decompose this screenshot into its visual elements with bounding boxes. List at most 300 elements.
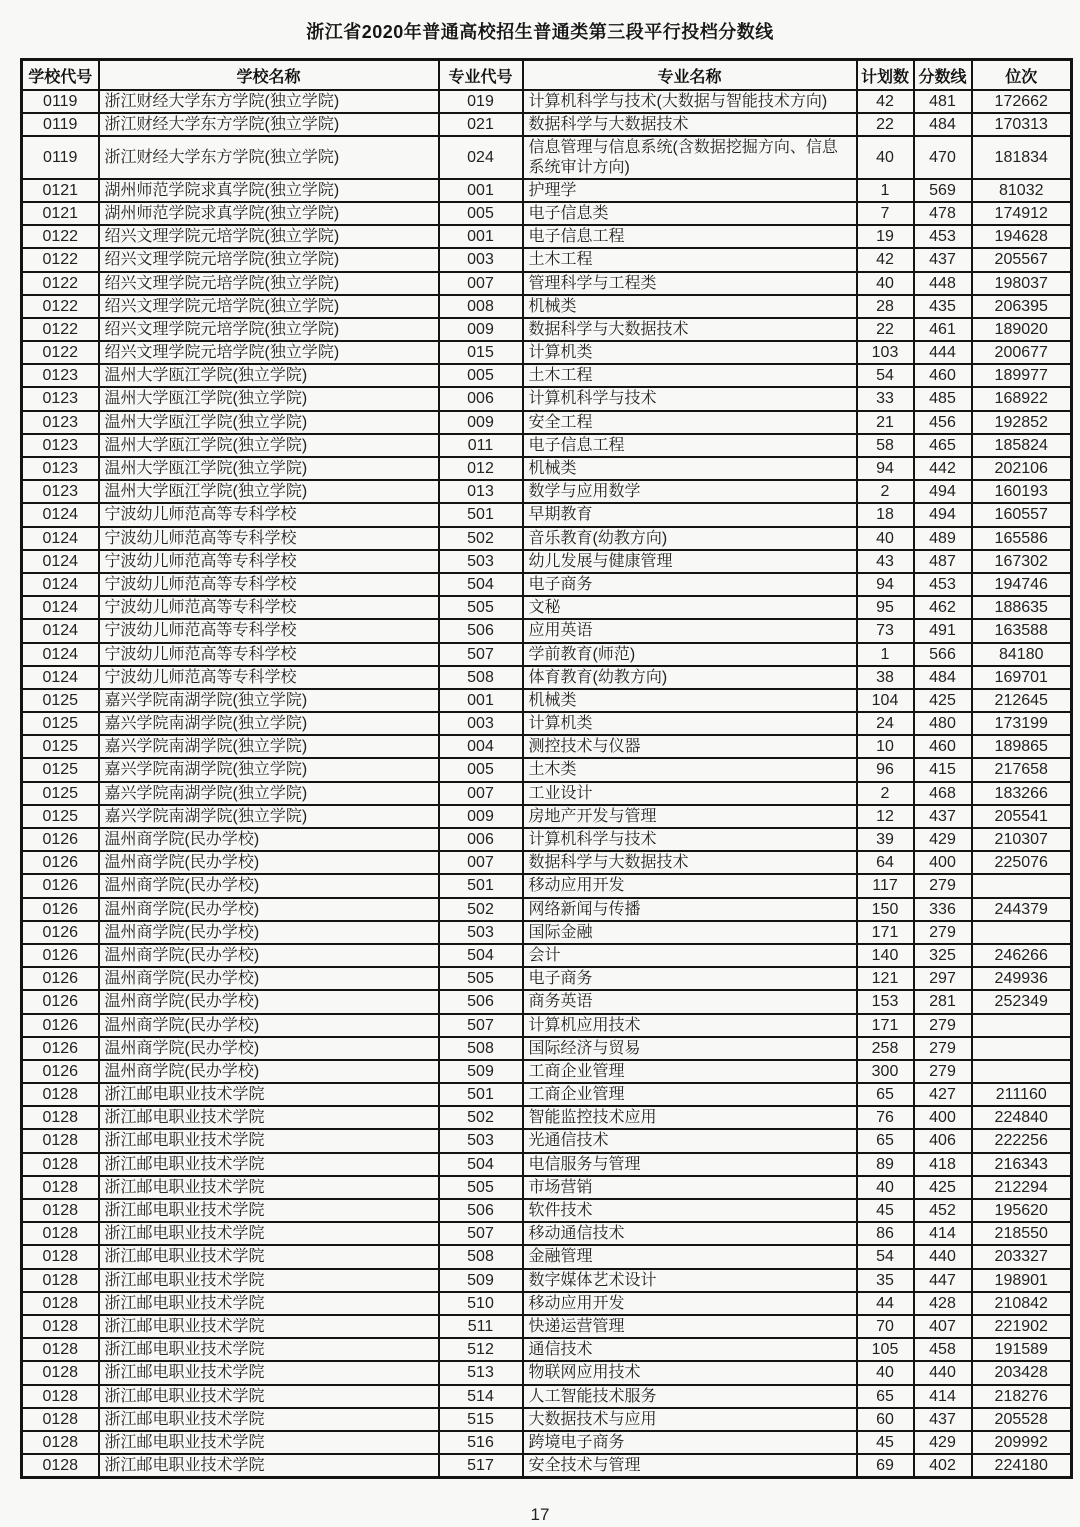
cell-school-name: 浙江邮电职业技术学院 <box>99 1361 439 1384</box>
table-row <box>22 1199 1072 1222</box>
cell-major-code: 024 <box>439 136 523 178</box>
cell-major-name: 计算机科学与技术 <box>523 387 857 410</box>
cell-school-code: 0128 <box>22 1106 99 1129</box>
cell-major-name: 移动通信技术 <box>523 1222 857 1245</box>
cell-plan-count: 150 <box>857 898 914 921</box>
cell-school-name: 嘉兴学院南湖学院(独立学院) <box>99 782 439 805</box>
cell-school-code: 0119 <box>22 136 99 178</box>
cell-plan-count: 104 <box>857 689 914 712</box>
cell-major-code: 501 <box>439 503 523 526</box>
cell-plan-count: 40 <box>857 527 914 550</box>
cell-school-code: 0128 <box>22 1083 99 1106</box>
cell-major-name: 测控技术与仪器 <box>523 735 857 758</box>
cell-plan-count: 54 <box>857 364 914 387</box>
cell-major-name: 计算机类 <box>523 341 857 364</box>
cell-school-code: 0124 <box>22 643 99 666</box>
cell-major-name: 文秘 <box>523 596 857 619</box>
cell-school-code: 0128 <box>22 1222 99 1245</box>
cell-plan-count: 1 <box>857 643 914 666</box>
cell-rank: 205541 <box>972 805 1072 828</box>
cell-score-line: 425 <box>914 689 972 712</box>
cell-plan-count: 69 <box>857 1454 914 1478</box>
table-row <box>22 1361 1072 1384</box>
cell-school-code: 0122 <box>22 272 99 295</box>
cell-plan-count: 45 <box>857 1431 914 1454</box>
cell-rank: 211160 <box>972 1083 1072 1106</box>
cell-score-line: 425 <box>914 1176 972 1199</box>
cell-rank <box>972 1060 1072 1083</box>
cell-school-code: 0125 <box>22 782 99 805</box>
table-row <box>22 90 1072 113</box>
cell-rank <box>972 874 1072 897</box>
cell-school-code: 0128 <box>22 1385 99 1408</box>
table-row <box>22 1408 1072 1431</box>
table-row <box>22 666 1072 689</box>
cell-school-code: 0122 <box>22 225 99 248</box>
cell-score-line: 458 <box>914 1338 972 1361</box>
table-row <box>22 689 1072 712</box>
cell-major-name: 软件技术 <box>523 1199 857 1222</box>
cell-school-code: 0119 <box>22 113 99 136</box>
cell-rank: 81032 <box>972 179 1072 202</box>
cell-school-code: 0128 <box>22 1245 99 1268</box>
table-row <box>22 1315 1072 1338</box>
cell-school-name: 温州商学院(民办学校) <box>99 828 439 851</box>
cell-plan-count: 21 <box>857 411 914 434</box>
cell-rank: 189865 <box>972 735 1072 758</box>
cell-major-name: 数字媒体艺术设计 <box>523 1269 857 1292</box>
cell-major-name: 电子商务 <box>523 967 857 990</box>
cell-school-name: 温州商学院(民办学校) <box>99 1037 439 1060</box>
cell-major-name: 数据科学与大数据技术 <box>523 851 857 874</box>
cell-school-code: 0126 <box>22 1014 99 1037</box>
cell-school-name: 温州商学院(民办学校) <box>99 990 439 1013</box>
cell-school-code: 0121 <box>22 202 99 225</box>
cell-rank: 194746 <box>972 573 1072 596</box>
cell-major-name: 计算机类 <box>523 712 857 735</box>
cell-major-code: 003 <box>439 248 523 271</box>
column-header-major-name: 专业名称 <box>523 60 857 91</box>
cell-score-line: 406 <box>914 1129 972 1152</box>
cell-major-code: 011 <box>439 434 523 457</box>
cell-school-name: 温州大学瓯江学院(独立学院) <box>99 434 439 457</box>
cell-major-name: 信息管理与信息系统(含数据挖掘方向、信息系统审计方向) <box>523 136 857 178</box>
cell-school-code: 0125 <box>22 805 99 828</box>
cell-school-code: 0125 <box>22 758 99 781</box>
cell-rank: 165586 <box>972 527 1072 550</box>
cell-plan-count: 94 <box>857 573 914 596</box>
cell-major-code: 506 <box>439 990 523 1013</box>
cell-major-name: 工商企业管理 <box>523 1083 857 1106</box>
column-header-major-code: 专业代号 <box>439 60 523 91</box>
cell-rank <box>972 1037 1072 1060</box>
cell-rank: 210307 <box>972 828 1072 851</box>
cell-major-name: 市场营销 <box>523 1176 857 1199</box>
table-row <box>22 136 1072 178</box>
cell-plan-count: 28 <box>857 295 914 318</box>
cell-plan-count: 35 <box>857 1269 914 1292</box>
cell-rank: 203327 <box>972 1245 1072 1268</box>
cell-school-name: 绍兴文理学院元培学院(独立学院) <box>99 248 439 271</box>
table-row <box>22 113 1072 136</box>
cell-major-name: 快递运营管理 <box>523 1315 857 1338</box>
cell-rank: 167302 <box>972 550 1072 573</box>
cell-score-line: 462 <box>914 596 972 619</box>
cell-score-line: 279 <box>914 874 972 897</box>
cell-school-code: 0128 <box>22 1431 99 1454</box>
cell-rank: 170313 <box>972 113 1072 136</box>
cell-major-code: 507 <box>439 1222 523 1245</box>
cell-rank: 181834 <box>972 136 1072 178</box>
cell-major-code: 508 <box>439 1037 523 1060</box>
table-row <box>22 1269 1072 1292</box>
table-row <box>22 643 1072 666</box>
cell-major-code: 007 <box>439 851 523 874</box>
cell-school-name: 浙江财经大学东方学院(独立学院) <box>99 136 439 178</box>
cell-major-code: 510 <box>439 1292 523 1315</box>
cell-school-code: 0124 <box>22 527 99 550</box>
cell-school-name: 温州商学院(民办学校) <box>99 944 439 967</box>
cell-score-line: 491 <box>914 619 972 642</box>
cell-school-code: 0125 <box>22 689 99 712</box>
cell-major-name: 国际金融 <box>523 921 857 944</box>
cell-score-line: 440 <box>914 1361 972 1384</box>
cell-plan-count: 1 <box>857 179 914 202</box>
cell-school-name: 温州商学院(民办学校) <box>99 1014 439 1037</box>
cell-major-name: 数据科学与大数据技术 <box>523 113 857 136</box>
cell-major-code: 505 <box>439 596 523 619</box>
cell-major-code: 007 <box>439 782 523 805</box>
cell-rank: 198037 <box>972 272 1072 295</box>
cell-rank: 224180 <box>972 1454 1072 1478</box>
cell-rank: 160557 <box>972 503 1072 526</box>
table-row <box>22 1153 1072 1176</box>
cell-major-code: 021 <box>439 113 523 136</box>
cell-major-code: 505 <box>439 1176 523 1199</box>
table-row <box>22 990 1072 1013</box>
cell-major-code: 008 <box>439 295 523 318</box>
cell-major-code: 509 <box>439 1060 523 1083</box>
cell-rank: 203428 <box>972 1361 1072 1384</box>
cell-plan-count: 22 <box>857 318 914 341</box>
cell-plan-count: 171 <box>857 1014 914 1037</box>
cell-major-name: 网络新闻与传播 <box>523 898 857 921</box>
cell-plan-count: 22 <box>857 113 914 136</box>
cell-score-line: 481 <box>914 90 972 113</box>
cell-school-code: 0126 <box>22 967 99 990</box>
score-table <box>20 58 1073 1479</box>
cell-major-code: 009 <box>439 318 523 341</box>
cell-rank: 172662 <box>972 90 1072 113</box>
cell-school-name: 宁波幼儿师范高等专科学校 <box>99 573 439 596</box>
cell-school-code: 0126 <box>22 944 99 967</box>
table-row <box>22 341 1072 364</box>
cell-rank: 194628 <box>972 225 1072 248</box>
cell-major-code: 508 <box>439 666 523 689</box>
cell-major-name: 电子信息工程 <box>523 225 857 248</box>
cell-school-name: 浙江邮电职业技术学院 <box>99 1129 439 1152</box>
cell-plan-count: 94 <box>857 457 914 480</box>
cell-major-name: 机械类 <box>523 689 857 712</box>
table-row <box>22 735 1072 758</box>
cell-plan-count: 121 <box>857 967 914 990</box>
table-row <box>22 295 1072 318</box>
cell-school-code: 0128 <box>22 1269 99 1292</box>
cell-major-code: 517 <box>439 1454 523 1478</box>
cell-plan-count: 58 <box>857 434 914 457</box>
cell-score-line: 460 <box>914 364 972 387</box>
cell-major-code: 005 <box>439 758 523 781</box>
cell-score-line: 279 <box>914 1014 972 1037</box>
cell-major-code: 015 <box>439 341 523 364</box>
cell-major-name: 护理学 <box>523 179 857 202</box>
cell-score-line: 418 <box>914 1153 972 1176</box>
table-row <box>22 851 1072 874</box>
cell-major-code: 514 <box>439 1385 523 1408</box>
cell-school-code: 0123 <box>22 480 99 503</box>
cell-score-line: 297 <box>914 967 972 990</box>
cell-plan-count: 76 <box>857 1106 914 1129</box>
cell-school-name: 温州大学瓯江学院(独立学院) <box>99 411 439 434</box>
table-row <box>22 758 1072 781</box>
cell-rank: 173199 <box>972 712 1072 735</box>
cell-plan-count: 105 <box>857 1338 914 1361</box>
cell-major-code: 504 <box>439 573 523 596</box>
cell-plan-count: 42 <box>857 90 914 113</box>
table-row <box>22 1106 1072 1129</box>
cell-score-line: 569 <box>914 179 972 202</box>
cell-school-name: 浙江财经大学东方学院(独立学院) <box>99 113 439 136</box>
cell-score-line: 452 <box>914 1199 972 1222</box>
cell-major-code: 012 <box>439 457 523 480</box>
cell-major-name: 电子商务 <box>523 573 857 596</box>
cell-score-line: 428 <box>914 1292 972 1315</box>
cell-rank: 168922 <box>972 387 1072 410</box>
cell-score-line: 484 <box>914 113 972 136</box>
cell-rank: 221902 <box>972 1315 1072 1338</box>
cell-major-code: 019 <box>439 90 523 113</box>
cell-rank: 192852 <box>972 411 1072 434</box>
table-row <box>22 874 1072 897</box>
table-row <box>22 898 1072 921</box>
table-row <box>22 967 1072 990</box>
cell-rank: 218276 <box>972 1385 1072 1408</box>
table-row <box>22 225 1072 248</box>
table-row <box>22 1431 1072 1454</box>
table-row <box>22 1454 1072 1478</box>
cell-school-name: 浙江邮电职业技术学院 <box>99 1315 439 1338</box>
table-row <box>22 828 1072 851</box>
table-row <box>22 1083 1072 1106</box>
cell-rank: 206395 <box>972 295 1072 318</box>
cell-school-code: 0128 <box>22 1361 99 1384</box>
cell-school-code: 0126 <box>22 874 99 897</box>
table-row <box>22 1292 1072 1315</box>
cell-score-line: 442 <box>914 457 972 480</box>
cell-score-line: 437 <box>914 1408 972 1431</box>
cell-school-name: 绍兴文理学院元培学院(独立学院) <box>99 318 439 341</box>
cell-school-name: 温州商学院(民办学校) <box>99 874 439 897</box>
cell-rank: 252349 <box>972 990 1072 1013</box>
cell-score-line: 415 <box>914 758 972 781</box>
cell-score-line: 494 <box>914 480 972 503</box>
cell-major-name: 体育教育(幼教方向) <box>523 666 857 689</box>
cell-major-name: 金融管理 <box>523 1245 857 1268</box>
cell-major-code: 005 <box>439 364 523 387</box>
cell-school-code: 0123 <box>22 387 99 410</box>
cell-major-code: 502 <box>439 1106 523 1129</box>
cell-school-code: 0124 <box>22 573 99 596</box>
cell-school-name: 浙江邮电职业技术学院 <box>99 1408 439 1431</box>
cell-school-name: 湖州师范学院求真学院(独立学院) <box>99 179 439 202</box>
cell-school-code: 0125 <box>22 735 99 758</box>
cell-major-code: 512 <box>439 1338 523 1361</box>
cell-major-name: 光通信技术 <box>523 1129 857 1152</box>
column-header-school-code: 学校代号 <box>22 60 99 91</box>
table-row <box>22 1037 1072 1060</box>
cell-school-code: 0124 <box>22 619 99 642</box>
cell-rank: 185824 <box>972 434 1072 457</box>
table-row <box>22 527 1072 550</box>
cell-score-line: 494 <box>914 503 972 526</box>
cell-rank <box>972 921 1072 944</box>
cell-plan-count: 2 <box>857 480 914 503</box>
cell-school-code: 0123 <box>22 457 99 480</box>
cell-rank: 217658 <box>972 758 1072 781</box>
cell-score-line: 444 <box>914 341 972 364</box>
cell-plan-count: 65 <box>857 1385 914 1408</box>
cell-score-line: 435 <box>914 295 972 318</box>
table-row <box>22 573 1072 596</box>
cell-rank: 224840 <box>972 1106 1072 1129</box>
cell-plan-count: 60 <box>857 1408 914 1431</box>
cell-major-code: 503 <box>439 550 523 573</box>
cell-school-name: 嘉兴学院南湖学院(独立学院) <box>99 735 439 758</box>
cell-major-name: 机械类 <box>523 295 857 318</box>
cell-major-name: 移动应用开发 <box>523 874 857 897</box>
cell-score-line: 336 <box>914 898 972 921</box>
cell-school-name: 嘉兴学院南湖学院(独立学院) <box>99 805 439 828</box>
cell-score-line: 279 <box>914 921 972 944</box>
cell-school-code: 0126 <box>22 828 99 851</box>
table-row <box>22 1338 1072 1361</box>
cell-major-name: 应用英语 <box>523 619 857 642</box>
cell-rank: 218550 <box>972 1222 1072 1245</box>
cell-school-code: 0122 <box>22 341 99 364</box>
table-row <box>22 387 1072 410</box>
cell-major-name: 通信技术 <box>523 1338 857 1361</box>
cell-school-name: 绍兴文理学院元培学院(独立学院) <box>99 295 439 318</box>
cell-score-line: 484 <box>914 666 972 689</box>
cell-school-name: 温州商学院(民办学校) <box>99 967 439 990</box>
cell-major-code: 004 <box>439 735 523 758</box>
cell-school-code: 0128 <box>22 1176 99 1199</box>
table-row <box>22 1060 1072 1083</box>
cell-school-name: 浙江财经大学东方学院(独立学院) <box>99 90 439 113</box>
cell-school-code: 0126 <box>22 851 99 874</box>
cell-rank: 246266 <box>972 944 1072 967</box>
cell-school-name: 温州大学瓯江学院(独立学院) <box>99 364 439 387</box>
cell-school-name: 浙江邮电职业技术学院 <box>99 1338 439 1361</box>
table-row <box>22 457 1072 480</box>
cell-rank: 205528 <box>972 1408 1072 1431</box>
cell-school-code: 0125 <box>22 712 99 735</box>
cell-score-line: 402 <box>914 1454 972 1478</box>
column-header-school-name: 学校名称 <box>99 60 439 91</box>
cell-score-line: 447 <box>914 1269 972 1292</box>
cell-school-code: 0124 <box>22 666 99 689</box>
cell-major-name: 电子信息类 <box>523 202 857 225</box>
cell-rank: 188635 <box>972 596 1072 619</box>
cell-major-code: 508 <box>439 1245 523 1268</box>
cell-major-code: 001 <box>439 225 523 248</box>
cell-plan-count: 10 <box>857 735 914 758</box>
cell-school-name: 嘉兴学院南湖学院(独立学院) <box>99 758 439 781</box>
cell-rank: 160193 <box>972 480 1072 503</box>
cell-plan-count: 86 <box>857 1222 914 1245</box>
cell-school-code: 0126 <box>22 921 99 944</box>
cell-plan-count: 95 <box>857 596 914 619</box>
cell-rank: 244379 <box>972 898 1072 921</box>
cell-score-line: 400 <box>914 851 972 874</box>
table-row <box>22 364 1072 387</box>
cell-rank: 174912 <box>972 202 1072 225</box>
cell-school-name: 浙江邮电职业技术学院 <box>99 1431 439 1454</box>
cell-school-code: 0122 <box>22 295 99 318</box>
cell-school-name: 宁波幼儿师范高等专科学校 <box>99 503 439 526</box>
cell-school-name: 温州商学院(民办学校) <box>99 921 439 944</box>
cell-score-line: 279 <box>914 1060 972 1083</box>
table-row <box>22 944 1072 967</box>
cell-major-code: 506 <box>439 619 523 642</box>
table-row <box>22 272 1072 295</box>
cell-plan-count: 89 <box>857 1153 914 1176</box>
cell-school-name: 温州商学院(民办学校) <box>99 898 439 921</box>
cell-major-name: 早期教育 <box>523 503 857 526</box>
cell-major-name: 机械类 <box>523 457 857 480</box>
cell-rank: 212294 <box>972 1176 1072 1199</box>
cell-major-name: 电信服务与管理 <box>523 1153 857 1176</box>
cell-school-name: 宁波幼儿师范高等专科学校 <box>99 527 439 550</box>
table-row <box>22 921 1072 944</box>
cell-plan-count: 300 <box>857 1060 914 1083</box>
table-row <box>22 712 1072 735</box>
cell-plan-count: 40 <box>857 1361 914 1384</box>
cell-score-line: 470 <box>914 136 972 178</box>
cell-rank: 191589 <box>972 1338 1072 1361</box>
cell-score-line: 478 <box>914 202 972 225</box>
cell-score-line: 325 <box>914 944 972 967</box>
cell-plan-count: 171 <box>857 921 914 944</box>
cell-major-name: 跨境电子商务 <box>523 1431 857 1454</box>
table-row <box>22 411 1072 434</box>
cell-school-name: 宁波幼儿师范高等专科学校 <box>99 666 439 689</box>
cell-major-code: 515 <box>439 1408 523 1431</box>
table-row <box>22 805 1072 828</box>
cell-major-code: 501 <box>439 874 523 897</box>
cell-rank: 84180 <box>972 643 1072 666</box>
cell-rank: 212645 <box>972 689 1072 712</box>
cell-major-name: 计算机科学与技术(大数据与智能技术方向) <box>523 90 857 113</box>
cell-plan-count: 40 <box>857 272 914 295</box>
table-row <box>22 202 1072 225</box>
cell-school-code: 0126 <box>22 990 99 1013</box>
cell-school-name: 温州商学院(民办学校) <box>99 1060 439 1083</box>
cell-plan-count: 18 <box>857 503 914 526</box>
cell-score-line: 440 <box>914 1245 972 1268</box>
cell-score-line: 456 <box>914 411 972 434</box>
cell-score-line: 460 <box>914 735 972 758</box>
